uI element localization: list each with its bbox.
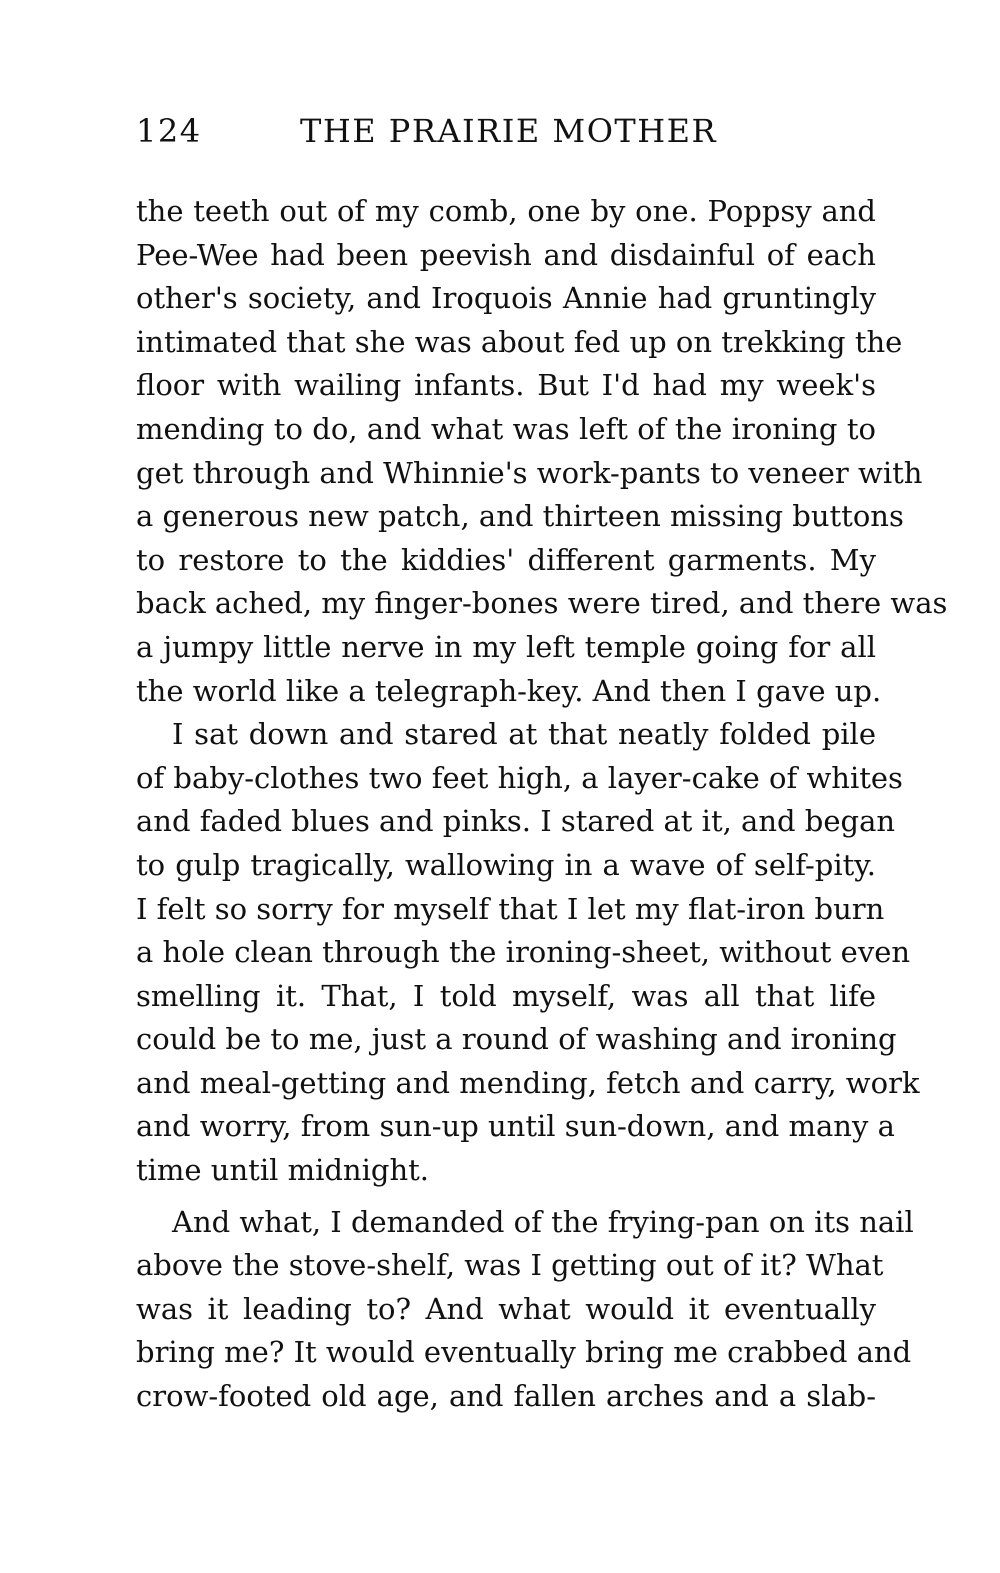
text-line: get through and Whinnie's work-pants to veneer with bbox=[136, 455, 923, 490]
text-line: I sat down and stared at that neatly folded pile bbox=[172, 717, 876, 752]
text-line: the world like a telegraph-key. And then I gave up. bbox=[136, 673, 882, 708]
text-line: was it leading to? And what would it eventually bbox=[136, 1291, 876, 1326]
text-line: could be to me, just a round of washing and ironing bbox=[136, 1022, 897, 1057]
paragraph-2 bbox=[136, 713, 920, 1193]
page-number: 124 bbox=[136, 112, 202, 150]
text-line: other's society, and Iroquois Annie had gruntingly bbox=[136, 281, 876, 316]
text-line: a generous new patch, and thirteen missing buttons bbox=[136, 499, 904, 534]
text-line: intimated that she was about fed up on trekking the bbox=[136, 324, 903, 359]
text-line: back ached, my finger-bones were tired, and there was bbox=[136, 586, 948, 621]
text-line: to gulp tragically, wallowing in a wave of self-pity. bbox=[136, 847, 876, 882]
text-line: I felt so sorry for myself that I let my flat-iron burn bbox=[136, 891, 885, 926]
text-line: crow-footed old age, and fallen arches and a slab- bbox=[136, 1379, 876, 1414]
text-line: to restore to the kiddies' different garments. My bbox=[136, 542, 876, 577]
text-line: a jumpy little nerve in my left temple going for all bbox=[136, 629, 876, 664]
body-text bbox=[136, 190, 948, 1419]
text-line: a hole clean through the ironing-sheet, without even bbox=[136, 935, 911, 970]
text-line: and worry, from sun-up until sun-down, and many a bbox=[136, 1109, 895, 1144]
text-line: time until midnight. bbox=[136, 1153, 429, 1188]
text-line: the teeth out of my comb, one by one. Poppsy and bbox=[136, 194, 876, 228]
text-line: And what, I demanded of the frying-pan on its nail bbox=[172, 1204, 914, 1239]
text-line: Pee-Wee had been peevish and disdainful of each bbox=[136, 237, 876, 272]
text-line: bring me? It would eventually bring me crabbed and bbox=[136, 1335, 912, 1370]
text-line: smelling it. That, I told myself, was all that life bbox=[136, 978, 876, 1013]
paragraph-1 bbox=[136, 190, 948, 713]
text-line: above the stove-shelf, was I getting out of it? What bbox=[136, 1248, 884, 1283]
text-line: of baby-clothes two feet high, a layer-cake of whites bbox=[136, 760, 903, 795]
text-line: and meal-getting and mending, fetch and carry, work bbox=[136, 1065, 920, 1100]
text-line: floor with wailing infants. But I'd had my week's bbox=[136, 368, 876, 403]
paragraph-gap bbox=[136, 1193, 876, 1201]
text-line: and faded blues and pinks. I stared at it, and began bbox=[136, 804, 896, 839]
paragraph-3 bbox=[136, 1201, 914, 1419]
text-line: mending to do, and what was left of the ironing to bbox=[136, 411, 876, 446]
running-title: THE PRAIRIE MOTHER bbox=[300, 112, 718, 150]
page-header bbox=[136, 112, 876, 160]
